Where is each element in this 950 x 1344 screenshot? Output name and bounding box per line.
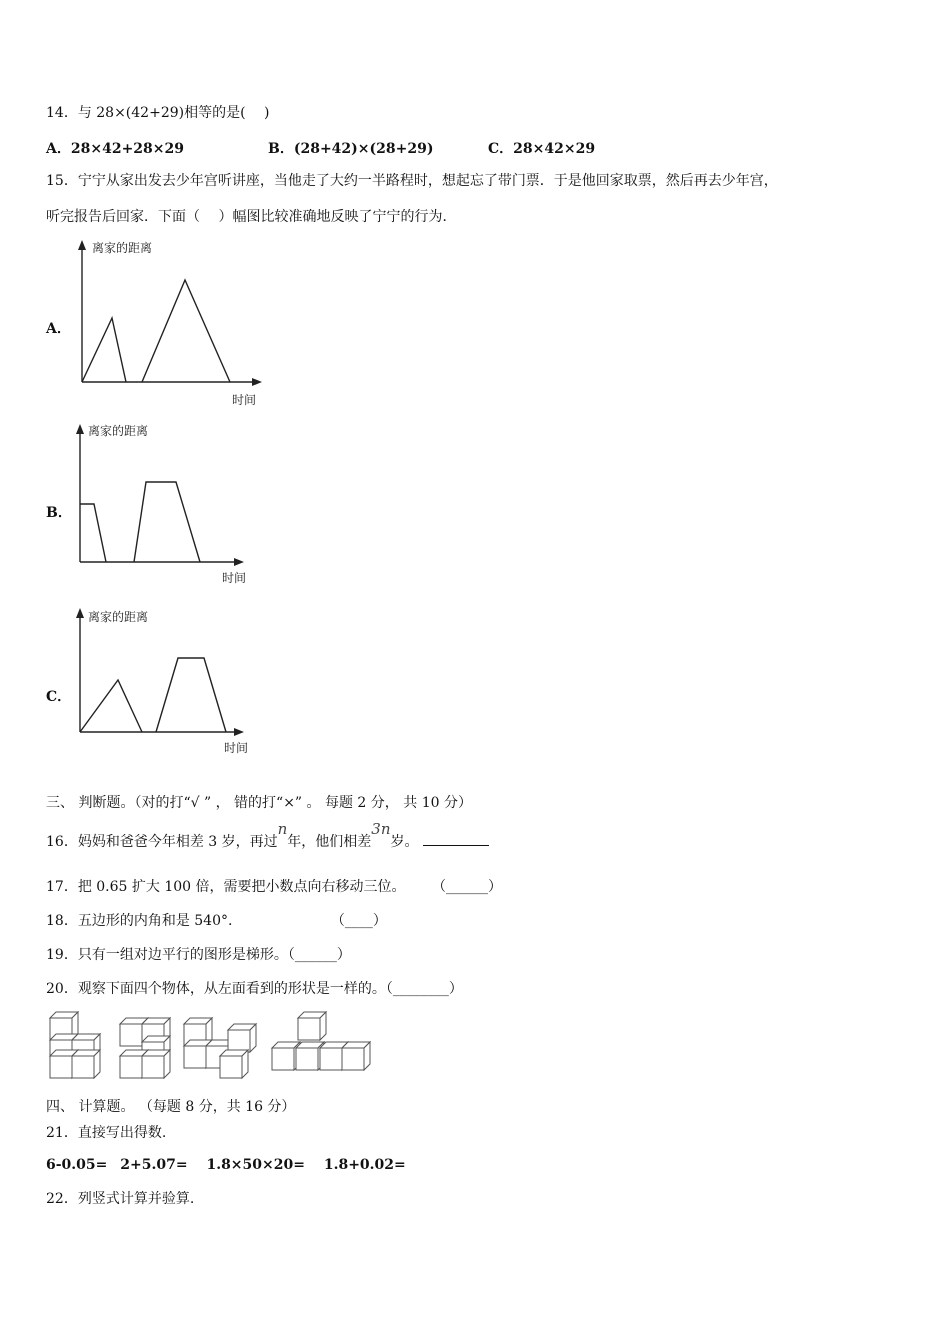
q15-stem-line2: 听完报告后回家．下面（ ）幅图比较准确地反映了宁宁的行为． (46, 209, 457, 225)
q21-item-4: 1.8+0.02= (323, 1157, 406, 1173)
graph-b-y-label: 离家的距离 (88, 424, 149, 438)
graph-b-line-1 (80, 504, 106, 562)
q16-var-3n: 3n (371, 820, 391, 838)
q14-option-b: B．(28+42)×(28+29) (268, 141, 434, 157)
q17-answer-blank[interactable]: （______） (431, 879, 502, 895)
q21-item-1: 6-0.05= (46, 1157, 108, 1173)
cube-figure-3 (184, 1018, 256, 1078)
section-4-heading: 四、 计算题。 （每题 8 分，共 16 分） (46, 1099, 296, 1115)
q18-answer-blank[interactable]: （____） (330, 913, 387, 929)
graph-a-label: A． (46, 321, 71, 337)
q20-answer-blank[interactable]: （________） (385, 981, 463, 997)
q16-var-n: n (277, 820, 288, 838)
graph-c-x-label: 时间 (224, 741, 249, 755)
q20: 20．观察下面四个物体，从左面看到的形状是一样的。（________） (46, 981, 463, 997)
section-3-heading: 三、 判断题。（对的打“√ ” ， 错的打“×” 。 每题 2 分， 共 10 分） (46, 795, 472, 811)
q21-stem: 21．直接写出得数. (46, 1125, 167, 1141)
q14-stem: 14．与 28×(42+29)相等的是( ) (46, 105, 270, 121)
graph-a-y-label: 离家的距离 (92, 241, 153, 255)
graph-c-label: C． (46, 689, 72, 705)
cube-figure-2 (120, 1018, 170, 1078)
graph-b-x-label: 时间 (222, 571, 247, 585)
graph-a-x-label: 时间 (232, 393, 257, 407)
q16-answer-blank[interactable] (423, 833, 489, 846)
graph-a (70, 238, 270, 413)
graph-c (70, 606, 260, 758)
q19-answer-blank[interactable]: （______） (287, 947, 351, 963)
graph-c-y-label: 离家的距离 (88, 610, 149, 624)
q17: 17．把 0.65 扩大 100 倍，需要把小数点向右移动三位。 （______） (46, 879, 502, 895)
q15-stem-line1: 15．宁宁从家出发去少年宫听讲座，当他走了大约一半路程时，想起忘了带门票．于是他回家取票，然后再去少年宫， (46, 173, 778, 189)
q16: 16．妈妈和爸爸今年相差 3 岁，再过n年，他们相差3n岁。 (46, 832, 489, 851)
graph-b (70, 422, 260, 590)
cube-figures (44, 1010, 374, 1082)
graph-b-label: B． (46, 505, 72, 521)
q19: 19．只有一组对边平行的图形是梯形。（______） (46, 947, 351, 963)
q21-items (46, 1156, 406, 1174)
q21-item-3: 1.8×50×20= (206, 1157, 305, 1173)
q14-option-c: C．28×42×29 (488, 141, 596, 157)
cube-figure-1 (50, 1012, 100, 1078)
graph-a-line-1 (82, 318, 126, 382)
graph-c-line-2 (156, 658, 226, 732)
q21-item-2: 2+5.07= (120, 1157, 188, 1173)
graph-b-line-2 (134, 482, 200, 562)
graph-c-line-1 (80, 680, 142, 732)
q14-option-a: A．28×42+28×29 (46, 141, 184, 157)
cube-figure-4 (272, 1012, 370, 1070)
q22-stem: 22．列竖式计算并验算. (46, 1191, 195, 1207)
graph-a-line-2 (142, 280, 230, 382)
q18: 18．五边形的内角和是 540°. （____） (46, 913, 387, 929)
